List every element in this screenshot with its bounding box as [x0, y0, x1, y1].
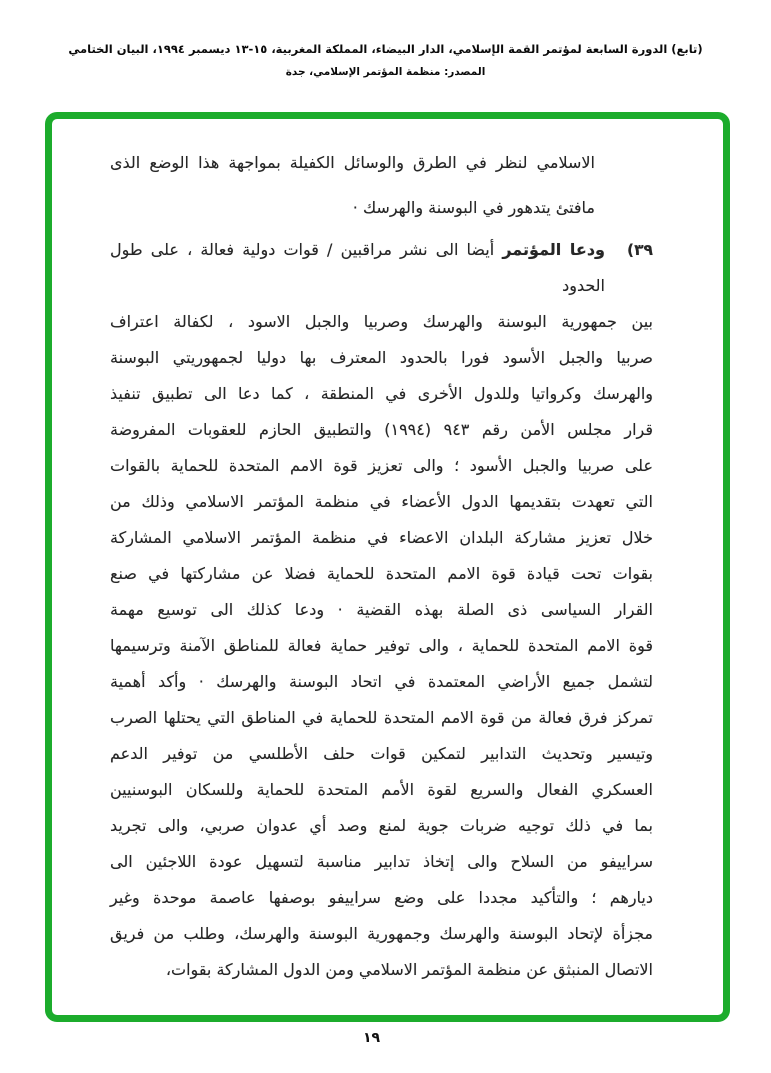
paragraph-number-marker: ٣٩) [626, 241, 653, 259]
text-line: مافتئ يتدهور في البوسنة والهرسك · [352, 198, 595, 217]
text-line: وتيسير وتحديث التدابير لتمكين قوات حلف الأطلسي من توفير الدعم [110, 744, 653, 763]
text-line [110, 232, 653, 304]
text-line: والهرسك وكرواتيا وللدول الأخرى في المنطقة ، كما دعا الى تطبيق تنفيذ [110, 384, 653, 403]
paragraph-39-lines [110, 304, 653, 988]
text-line: ديارهم ؛ والتأكيد مجددا على وضع سراييفو بوصفها عاصمة موحدة وغير [110, 888, 653, 907]
text-line: القرار السياسى ذى الصلة بهذه القضية · ودعا كذلك الى توسيع مهمة [110, 600, 653, 619]
text-line: مجزأة لإتحاد البوسنة والهرسك وجمهورية البوسنة والهرسك، وطلب من فريق [110, 924, 653, 943]
text-line: لتشمل جميع الأراضي المعتمدة في اتحاد البوسنة والهرسك · وأكد أهمية [110, 672, 653, 691]
header-source: المصدر: منظمة المؤتمر الإسلامي، جدة [285, 66, 486, 78]
text-line: الاسلامي لنظر في الطرق والوسائل الكفيلة بمواجهة هذا الوضع الذى [110, 153, 595, 172]
header-title: (تابع) الدورة السابعة لمؤتمر القمة الإسلامي، الدار البيضاء، المملكة المغربية، ١٥-١٣ ديسمبر ١٩٩٤، البيان الختامي [68, 42, 703, 56]
document-body [52, 119, 723, 1015]
text-line: التي تعهدت بتقديمها الدول الأعضاء في منظمة المؤتمر الاسلامي وذلك من [110, 492, 653, 511]
intro-paragraph [110, 140, 653, 230]
text-line: على صربيا والجبل الأسود ؛ والى تعزيز قوة الامم المتحدة للحماية بالقوات [110, 456, 653, 475]
text-line: بقوات تحت قيادة قوة الامم المتحدة للحماية فضلا عن مشاركتها في صنع [110, 564, 653, 583]
page-number: ١٩ [362, 1030, 381, 1046]
text-line: بين جمهورية البوسنة والهرسك وصربيا والجبل الاسود ، لكفالة اعتراف [110, 312, 653, 331]
text-line: خلال تعزيز مشاركة البلدان الاعضاء في منظمة المؤتمر الاسلامي المشاركة [110, 528, 653, 547]
paragraph-lead-text: ودعا المؤتمر [502, 240, 605, 259]
green-highlight-frame [45, 112, 730, 1022]
paragraph-39 [110, 232, 653, 988]
text-line: تمركز فرق فعالة من قوة الامم المتحدة للحماية في المناطق التي يحتلها الصرب [110, 708, 653, 727]
text-line: العسكري الفعال والسريع لقوة الأمم المتحدة للحماية وللسكان البوسنيين [110, 780, 653, 799]
paragraph-first-line-text: أيضا الى نشر مراقبين / قوات دولية فعالة ، على طول الحدود [110, 240, 605, 295]
text-line: صربيا والجبل الأسود فورا بالحدود المعترف بها دوليا لجمهوريتي البوسنة [110, 348, 653, 367]
text-line: الاتصال المنبثق عن منظمة المؤتمر الاسلامي ومن الدول المشاركة بقوات، [165, 960, 653, 979]
text-line: بما في ذلك توجيه ضربات جوية لمنع وصد أي عدوان صربي، والى تجريد [110, 816, 653, 835]
text-line: سراييفو من السلاح والى إتخاذ تدابير مناسبة لتسهيل عودة اللاجئين الى [110, 852, 653, 871]
text-line: قوة الامم المتحدة للحماية ، والى توفير حماية فعالة للمناطق الآمنة وترسيمها [110, 636, 653, 655]
text-line: قرار مجلس الأمن رقم ٩٤٣ (١٩٩٤) والتطبيق الحازم للعقوبات المفروضة [110, 420, 654, 439]
page-header [0, 42, 771, 78]
